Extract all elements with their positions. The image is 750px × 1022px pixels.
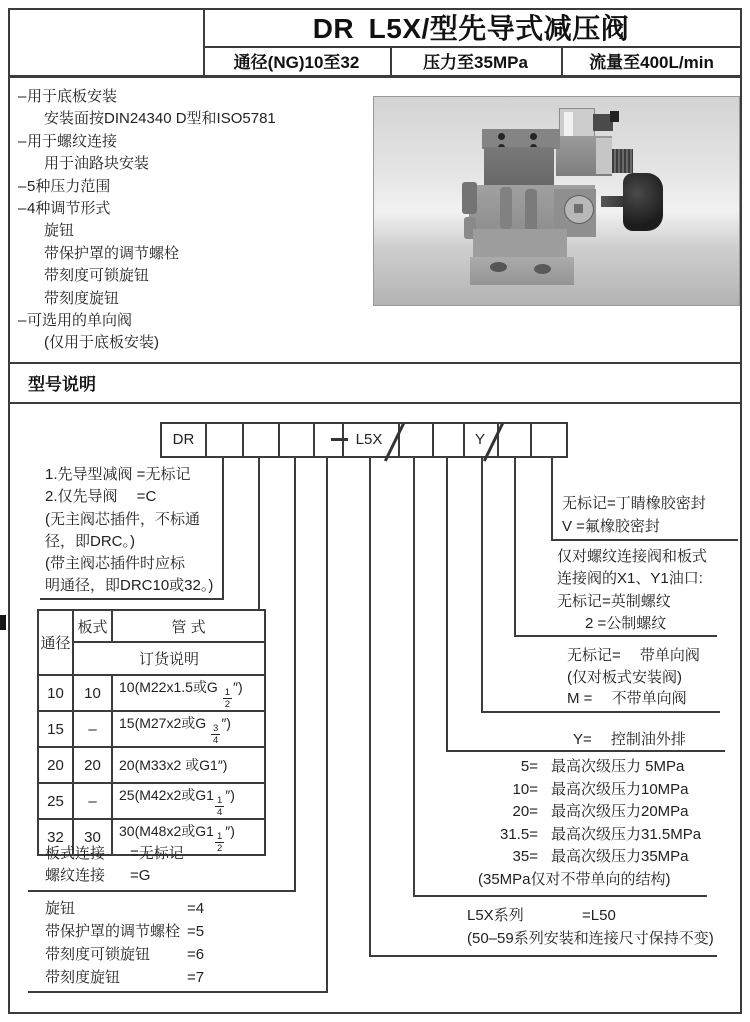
section-band-top <box>8 362 742 364</box>
note-label: 带刻度可锁旋钮 <box>45 946 151 963</box>
page-border-left <box>8 8 10 1014</box>
valve-solenoid-band <box>596 138 612 174</box>
table-cell-plate: – <box>73 711 112 747</box>
note-label: 板式连接 <box>45 845 106 862</box>
feature-item <box>18 198 276 220</box>
feature-item <box>35 265 276 287</box>
note-line: 2 =公制螺纹 <box>585 614 667 632</box>
cell-divider <box>313 424 315 456</box>
fraction-numerator: 1 <box>216 830 223 842</box>
note-value: 最高次级压力 5MPa <box>551 758 685 775</box>
leader-line-thread <box>514 457 516 637</box>
feature-text: 带刻度旋钮 <box>44 289 120 307</box>
note-line: 2.仅先导阀 =C <box>45 488 157 506</box>
note-line: 无标记= 带单向阀 <box>567 647 700 664</box>
note-label: 35= <box>512 848 538 865</box>
dash-bullet <box>35 332 44 354</box>
fraction-numerator: 3 <box>213 722 219 734</box>
note-value: =G <box>130 867 151 884</box>
note-line: (带主阀芯插件时应标 <box>45 555 185 573</box>
pipe-text: 30(M48x2或G1 <box>119 822 214 839</box>
fraction-numerator: 1 <box>216 794 223 806</box>
note-row <box>45 897 204 920</box>
note-row <box>45 843 184 865</box>
fraction <box>223 688 232 710</box>
model-code-cell-l5x: L5X <box>355 431 383 448</box>
fraction <box>215 832 224 854</box>
product-photo <box>373 96 740 306</box>
feature-item <box>35 153 276 175</box>
pressure-note <box>478 756 701 891</box>
feature-text: 带保护罩的调节螺栓 <box>44 244 180 262</box>
fraction <box>211 724 220 746</box>
table-cell-pipe <box>112 747 265 783</box>
valve-hex-bolt-center <box>574 204 583 213</box>
cell-divider <box>205 424 207 456</box>
valve-ribbed-nut <box>612 149 633 173</box>
leader-line-connection <box>294 457 296 892</box>
note-value: =6 <box>187 946 205 963</box>
bracket-drain <box>446 750 725 752</box>
valve-side-port <box>462 182 477 214</box>
leader-line-series <box>369 457 371 957</box>
note-label: 20= <box>512 803 538 820</box>
feature-text: 用于油路块安装 <box>44 155 150 173</box>
note-value: =4 <box>187 900 205 917</box>
spec-bore: 通径(NG)10至32 <box>233 53 360 72</box>
fraction-denominator: 2 <box>224 699 231 710</box>
note-row <box>467 904 714 927</box>
cell-divider <box>530 424 532 456</box>
fraction-denominator: 4 <box>213 735 219 746</box>
dash-bullet <box>35 288 44 310</box>
dash-bullet: – <box>18 200 27 218</box>
table-cell-bore: 32 <box>38 819 73 855</box>
check-valve-note <box>567 645 700 710</box>
dash-bullet: – <box>18 177 27 195</box>
model-code-row <box>160 422 568 458</box>
pipe-text: ″) <box>225 822 235 839</box>
pipe-text: 10(M22x1.5或G <box>119 678 222 695</box>
feature-item <box>35 332 276 354</box>
table-cell-pipe <box>112 675 265 711</box>
valve-connector-cap <box>610 111 619 122</box>
note-line: M = 不带单向阀 <box>567 690 687 707</box>
size-table <box>37 609 266 856</box>
dash-bullet <box>35 220 44 242</box>
note-row <box>478 801 701 824</box>
dash-bullet <box>35 265 44 287</box>
pipe-text: ″) <box>233 678 243 695</box>
leader-line-size <box>258 457 260 611</box>
pipe-text: ″) <box>221 714 231 731</box>
feature-text: 用于底板安装 <box>27 88 118 105</box>
note-label: 螺纹连接 <box>45 867 106 884</box>
pipe-text: 15(M27x2或G <box>119 714 211 731</box>
feature-item <box>18 131 276 153</box>
note-value: 最高次级压力35MPa <box>551 848 689 865</box>
model-code-cell-dr: DR <box>172 431 195 448</box>
valve-stud <box>500 187 512 229</box>
table-header-pipe: 管 式 <box>112 610 265 642</box>
valve-pilot-top-plate <box>482 129 560 149</box>
feature-text: (仅用于底板安装) <box>44 334 159 352</box>
fraction-numerator: 1 <box>224 686 231 698</box>
note-line: V =氟橡胶密封 <box>562 518 660 535</box>
leader-line-adjustment <box>326 457 328 993</box>
feature-text: 4种调节形式 <box>27 200 111 218</box>
note-label: 10= <box>512 780 538 798</box>
dash-bullet: – <box>18 88 27 105</box>
note-row <box>45 966 204 989</box>
note-label: 31.5= <box>500 825 538 843</box>
bracket-series <box>369 955 717 957</box>
cell-divider <box>242 424 244 456</box>
note-row <box>478 756 701 779</box>
table-cell-plate: 10 <box>73 675 112 711</box>
seal-note <box>562 492 706 538</box>
feature-item <box>35 220 276 242</box>
leader-line-check-valve <box>481 457 483 713</box>
table-cell-bore: 25 <box>38 783 73 819</box>
valve-knob <box>623 173 663 231</box>
section-title: 型号说明 <box>28 374 96 394</box>
table-cell-bore: 15 <box>38 711 73 747</box>
note-label: 带刻度旋钮 <box>45 969 121 986</box>
note-row <box>45 943 204 966</box>
dash-mark <box>331 438 348 441</box>
note-footnote: (35MPa仅对不带单向的结构) <box>478 870 671 888</box>
table-cell-bore: 10 <box>38 675 73 711</box>
note-label: 5= <box>520 758 538 775</box>
note-line: (仅对板式安装阀) <box>567 668 682 686</box>
series-note <box>467 904 714 950</box>
model-code-cell-y: Y <box>474 431 485 448</box>
thread-note <box>557 546 707 635</box>
dash-bullet <box>35 153 44 175</box>
note-value: 最高次级压力31.5MPa <box>551 825 702 843</box>
note-row <box>478 779 701 802</box>
fraction-denominator: 4 <box>216 807 223 818</box>
valve-mounting-hole <box>490 262 507 272</box>
feature-text: 可选用的单向阀 <box>27 312 133 330</box>
note-line: 径，即DRC。) <box>45 532 135 550</box>
feature-text: 旋钮 <box>44 222 75 240</box>
bracket-seal <box>551 539 738 541</box>
feature-item <box>35 108 276 130</box>
bracket-check-valve <box>481 711 720 713</box>
note-row <box>45 920 204 943</box>
table-cell-pipe <box>112 783 265 819</box>
bracket-thread <box>514 635 717 637</box>
note-line: 明通径，即DRC10或32。) <box>45 577 214 595</box>
spec-pressure: 压力至35MPa <box>423 53 528 72</box>
note-row <box>478 824 701 847</box>
bracket-pressure <box>413 895 707 897</box>
dash-bullet <box>35 108 44 130</box>
feature-item <box>18 176 276 198</box>
note-label: L5X系列 <box>467 907 524 924</box>
page-title: DR L5X/型先导式减压阀 <box>312 13 630 44</box>
dash-bullet <box>35 243 44 265</box>
header-bottom-divider <box>8 75 742 78</box>
note-line: 1.先导型减阀 =无标记 <box>45 466 191 483</box>
feature-item <box>18 310 276 332</box>
table-cell-plate: 30 <box>73 819 112 855</box>
pilot-note <box>45 464 213 598</box>
feature-item <box>35 243 276 265</box>
adjustment-note <box>45 897 204 989</box>
leader-line-pressure <box>413 457 415 897</box>
table-header-order: 订货说明 <box>73 642 265 675</box>
feature-item <box>18 86 276 108</box>
table-header-plate: 板式 <box>73 610 112 642</box>
note-line: 仅对螺纹连接阀和板式 <box>557 548 708 565</box>
valve-connector-highlight <box>564 112 573 136</box>
leader-line-seal <box>551 457 553 541</box>
cell-divider <box>278 424 280 456</box>
features-list <box>18 86 276 355</box>
valve-stud <box>525 189 537 233</box>
feature-text: 用于螺纹连接 <box>27 132 118 150</box>
valve-mounting-hole <box>534 264 551 274</box>
note-value: 最高次级压力10MPa <box>551 780 689 798</box>
pipe-text: 25(M42x2或G1 <box>119 786 214 803</box>
spec-flow: 流量至400L/min <box>589 53 714 72</box>
note-row <box>478 846 701 869</box>
feature-item <box>35 288 276 310</box>
section-band-bottom <box>8 402 742 404</box>
leader-line-drain <box>446 457 448 752</box>
dash-bullet: – <box>18 312 27 330</box>
note-value: =L50 <box>582 907 616 924</box>
note-value: =5 <box>187 923 205 940</box>
cell-divider <box>432 424 434 456</box>
feature-text: 安装面按DIN24340 D型和ISO5781 <box>44 110 276 128</box>
note-line: 连接阀的X1、Y1油口: <box>557 570 703 588</box>
bracket-pilot <box>40 598 224 600</box>
note-line: (无主阀芯插件，不标通 <box>45 510 200 528</box>
table-cell-bore: 20 <box>38 747 73 783</box>
feature-text: 带刻度可锁旋钮 <box>44 267 150 285</box>
leader-line-pilot <box>222 457 224 600</box>
connection-note <box>45 843 184 887</box>
table-header-bore: 通径 <box>38 610 73 675</box>
note-line: 无标记=丁睛橡胶密封 <box>562 495 706 512</box>
fraction <box>215 796 224 818</box>
valve-lower-body <box>473 229 567 259</box>
page-border-bottom <box>8 1012 742 1014</box>
feature-text: 5种压力范围 <box>27 177 111 195</box>
print-artifact <box>0 615 6 630</box>
note-value: =7 <box>187 969 205 986</box>
valve-bolt <box>498 133 505 140</box>
note-footnote: (50–59系列安装和连接尺寸保持不变) <box>467 930 714 947</box>
fraction-denominator: 2 <box>216 843 223 854</box>
valve-base <box>470 257 574 285</box>
bracket-adjustment <box>28 991 328 993</box>
table-cell-pipe <box>112 711 265 747</box>
note-value: 最高次级压力20MPa <box>551 803 689 820</box>
pipe-text: 20(M33x2 或G1″) <box>119 757 228 773</box>
drain-note: Y= 控制油外排 <box>573 731 686 748</box>
page-border-right <box>740 8 742 1014</box>
table-cell-plate: 20 <box>73 747 112 783</box>
note-row <box>45 865 184 887</box>
table-cell-plate: – <box>73 783 112 819</box>
note-value: =无标记 <box>130 845 184 862</box>
note-label: 带保护罩的调节螺栓 <box>45 923 181 940</box>
bracket-connection <box>28 890 296 892</box>
dash-bullet: – <box>18 132 27 150</box>
valve-bolt <box>530 133 537 140</box>
note-line: 无标记=英制螺纹 <box>557 592 671 610</box>
pipe-text: ″) <box>225 786 235 803</box>
note-label: 旋钮 <box>45 900 76 917</box>
